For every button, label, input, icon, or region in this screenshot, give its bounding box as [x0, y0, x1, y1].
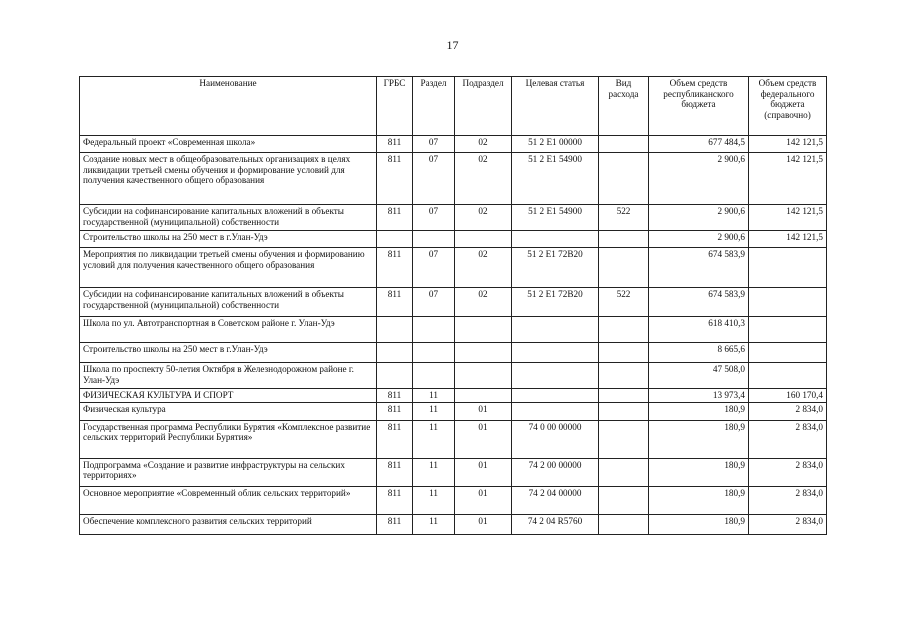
cell-grbs — [377, 231, 413, 248]
cell-section: 11 — [413, 486, 455, 514]
cell-subsection — [455, 389, 512, 403]
cell-federal-budget: 142 121,5 — [749, 205, 827, 231]
cell-name: Создание новых мест в общеобразовательных организациях в целях ликвидации третьей смены обучения и формирование условий для получения качественного общего образования — [80, 153, 377, 205]
cell-grbs: 811 — [377, 136, 413, 153]
cell-republic-budget: 13 973,4 — [649, 389, 749, 403]
cell-expense-type: 522 — [599, 205, 649, 231]
cell-name: Физическая культура — [80, 402, 377, 420]
cell-grbs: 811 — [377, 514, 413, 534]
table-row — [80, 136, 827, 153]
cell-target — [512, 402, 599, 420]
cell-grbs — [377, 317, 413, 343]
cell-section: 11 — [413, 458, 455, 486]
cell-subsection: 01 — [455, 420, 512, 458]
cell-expense-type — [599, 231, 649, 248]
table-body — [80, 136, 827, 535]
header-subsection: Подраздел — [455, 77, 512, 136]
cell-name: ФИЗИЧЕСКАЯ КУЛЬТУРА И СПОРТ — [80, 389, 377, 403]
cell-section: 11 — [413, 420, 455, 458]
cell-section: 11 — [413, 514, 455, 534]
table-row — [80, 486, 827, 514]
header-expense-type: Вид расхода — [599, 77, 649, 136]
cell-republic-budget: 618 410,3 — [649, 317, 749, 343]
cell-republic-budget: 674 583,9 — [649, 248, 749, 288]
cell-grbs: 811 — [377, 288, 413, 317]
cell-target: 74 2 04 R5760 — [512, 514, 599, 534]
cell-section — [413, 363, 455, 389]
table-row — [80, 514, 827, 534]
cell-target — [512, 317, 599, 343]
cell-republic-budget: 180,9 — [649, 458, 749, 486]
table-row — [80, 343, 827, 363]
cell-target: 51 2 Е1 72В20 — [512, 288, 599, 317]
table-row — [80, 205, 827, 231]
cell-target — [512, 343, 599, 363]
cell-republic-budget: 677 484,5 — [649, 136, 749, 153]
cell-grbs — [377, 363, 413, 389]
cell-name: Школа по ул. Автотранспортная в Советском районе г. Улан-Удэ — [80, 317, 377, 343]
cell-subsection: 01 — [455, 514, 512, 534]
cell-federal-budget — [749, 317, 827, 343]
cell-section: 07 — [413, 248, 455, 288]
cell-section: 07 — [413, 288, 455, 317]
cell-expense-type — [599, 248, 649, 288]
cell-target: 51 2 Е1 72В20 — [512, 248, 599, 288]
cell-republic-budget: 2 900,6 — [649, 231, 749, 248]
table-row — [80, 420, 827, 458]
table-row — [80, 317, 827, 343]
table-row — [80, 402, 827, 420]
cell-name: Субсидии на софинансирование капитальных вложений в объекты государственной (муниципальной) собственности — [80, 205, 377, 231]
cell-section — [413, 317, 455, 343]
cell-federal-budget: 2 834,0 — [749, 402, 827, 420]
table-row — [80, 231, 827, 248]
cell-expense-type — [599, 317, 649, 343]
cell-expense-type — [599, 363, 649, 389]
cell-section — [413, 343, 455, 363]
cell-federal-budget — [749, 288, 827, 317]
header-target: Целевая статья — [512, 77, 599, 136]
cell-target: 74 2 00 00000 — [512, 458, 599, 486]
cell-federal-budget: 2 834,0 — [749, 420, 827, 458]
cell-republic-budget: 2 900,6 — [649, 205, 749, 231]
cell-federal-budget: 142 121,5 — [749, 231, 827, 248]
table-row — [80, 389, 827, 403]
cell-expense-type — [599, 486, 649, 514]
cell-target — [512, 389, 599, 403]
cell-target: 74 2 04 00000 — [512, 486, 599, 514]
header-name: Наименование — [80, 77, 377, 136]
cell-republic-budget: 47 508,0 — [649, 363, 749, 389]
cell-grbs: 811 — [377, 389, 413, 403]
cell-republic-budget: 180,9 — [649, 514, 749, 534]
cell-federal-budget — [749, 363, 827, 389]
cell-expense-type: 522 — [599, 288, 649, 317]
cell-target: 51 2 Е1 54900 — [512, 153, 599, 205]
header-section: Раздел — [413, 77, 455, 136]
cell-federal-budget — [749, 343, 827, 363]
cell-subsection: 02 — [455, 288, 512, 317]
cell-name: Федеральный проект «Современная школа» — [80, 136, 377, 153]
cell-section: 07 — [413, 153, 455, 205]
cell-target — [512, 363, 599, 389]
cell-grbs: 811 — [377, 205, 413, 231]
cell-federal-budget: 142 121,5 — [749, 136, 827, 153]
cell-name: Строительство школы на 250 мест в г.Улан-Удэ — [80, 343, 377, 363]
cell-subsection: 01 — [455, 458, 512, 486]
cell-federal-budget: 160 170,4 — [749, 389, 827, 403]
cell-federal-budget: 142 121,5 — [749, 153, 827, 205]
cell-grbs: 811 — [377, 458, 413, 486]
cell-subsection — [455, 317, 512, 343]
cell-republic-budget: 180,9 — [649, 420, 749, 458]
cell-section: 11 — [413, 389, 455, 403]
cell-grbs: 811 — [377, 486, 413, 514]
cell-republic-budget: 2 900,6 — [649, 153, 749, 205]
table-row — [80, 288, 827, 317]
cell-republic-budget: 180,9 — [649, 402, 749, 420]
cell-subsection — [455, 343, 512, 363]
cell-subsection — [455, 231, 512, 248]
cell-federal-budget: 2 834,0 — [749, 458, 827, 486]
cell-subsection: 02 — [455, 136, 512, 153]
cell-name: Субсидии на софинансирование капитальных вложений в объекты государственной (муниципальной) собственности — [80, 288, 377, 317]
cell-subsection: 02 — [455, 205, 512, 231]
cell-grbs: 811 — [377, 248, 413, 288]
cell-subsection: 02 — [455, 248, 512, 288]
table-row — [80, 153, 827, 205]
cell-name: Основное мероприятие «Современный облик сельских территорий» — [80, 486, 377, 514]
cell-republic-budget: 180,9 — [649, 486, 749, 514]
cell-name: Строительство школы на 250 мест в г.Улан-Удэ — [80, 231, 377, 248]
table-row — [80, 363, 827, 389]
budget-table — [79, 76, 827, 535]
cell-target — [512, 231, 599, 248]
cell-expense-type — [599, 389, 649, 403]
cell-expense-type — [599, 136, 649, 153]
cell-section — [413, 231, 455, 248]
cell-target: 51 2 Е1 00000 — [512, 136, 599, 153]
cell-name: Подпрограмма «Создание и развитие инфраструктуры на сельских территориях» — [80, 458, 377, 486]
page-number: 17 — [446, 38, 459, 52]
header-row — [80, 77, 827, 136]
cell-name: Государственная программа Республики Бурятия «Комплексное развитие сельских территорий Республики Бурятия» — [80, 420, 377, 458]
cell-target: 74 0 00 00000 — [512, 420, 599, 458]
cell-republic-budget: 674 583,9 — [649, 288, 749, 317]
cell-expense-type — [599, 458, 649, 486]
table-row — [80, 458, 827, 486]
cell-section: 11 — [413, 402, 455, 420]
cell-grbs — [377, 343, 413, 363]
cell-expense-type — [599, 402, 649, 420]
header-federal-budget: Объем средств федерального бюджета (справочно) — [749, 77, 827, 136]
cell-expense-type — [599, 153, 649, 205]
cell-subsection: 01 — [455, 402, 512, 420]
cell-subsection — [455, 363, 512, 389]
header-grbs: ГРБС — [377, 77, 413, 136]
cell-republic-budget: 8 665,6 — [649, 343, 749, 363]
cell-name: Школа по проспекту 50-летия Октября в Железнодорожном районе г. Улан-Удэ — [80, 363, 377, 389]
cell-subsection: 01 — [455, 486, 512, 514]
header-republic-budget: Объем средств республиканского бюджета — [649, 77, 749, 136]
cell-expense-type — [599, 514, 649, 534]
cell-federal-budget: 2 834,0 — [749, 514, 827, 534]
cell-grbs: 811 — [377, 402, 413, 420]
cell-target: 51 2 Е1 54900 — [512, 205, 599, 231]
cell-federal-budget — [749, 248, 827, 288]
cell-grbs: 811 — [377, 153, 413, 205]
cell-expense-type — [599, 343, 649, 363]
table-row — [80, 248, 827, 288]
cell-subsection: 02 — [455, 153, 512, 205]
cell-expense-type — [599, 420, 649, 458]
cell-grbs: 811 — [377, 420, 413, 458]
cell-name: Обеспечение комплексного развития сельских территорий — [80, 514, 377, 534]
cell-section: 07 — [413, 205, 455, 231]
cell-section: 07 — [413, 136, 455, 153]
cell-name: Мероприятия по ликвидации третьей смены обучения и формированию условий для получения качественного общего образования — [80, 248, 377, 288]
cell-federal-budget: 2 834,0 — [749, 486, 827, 514]
